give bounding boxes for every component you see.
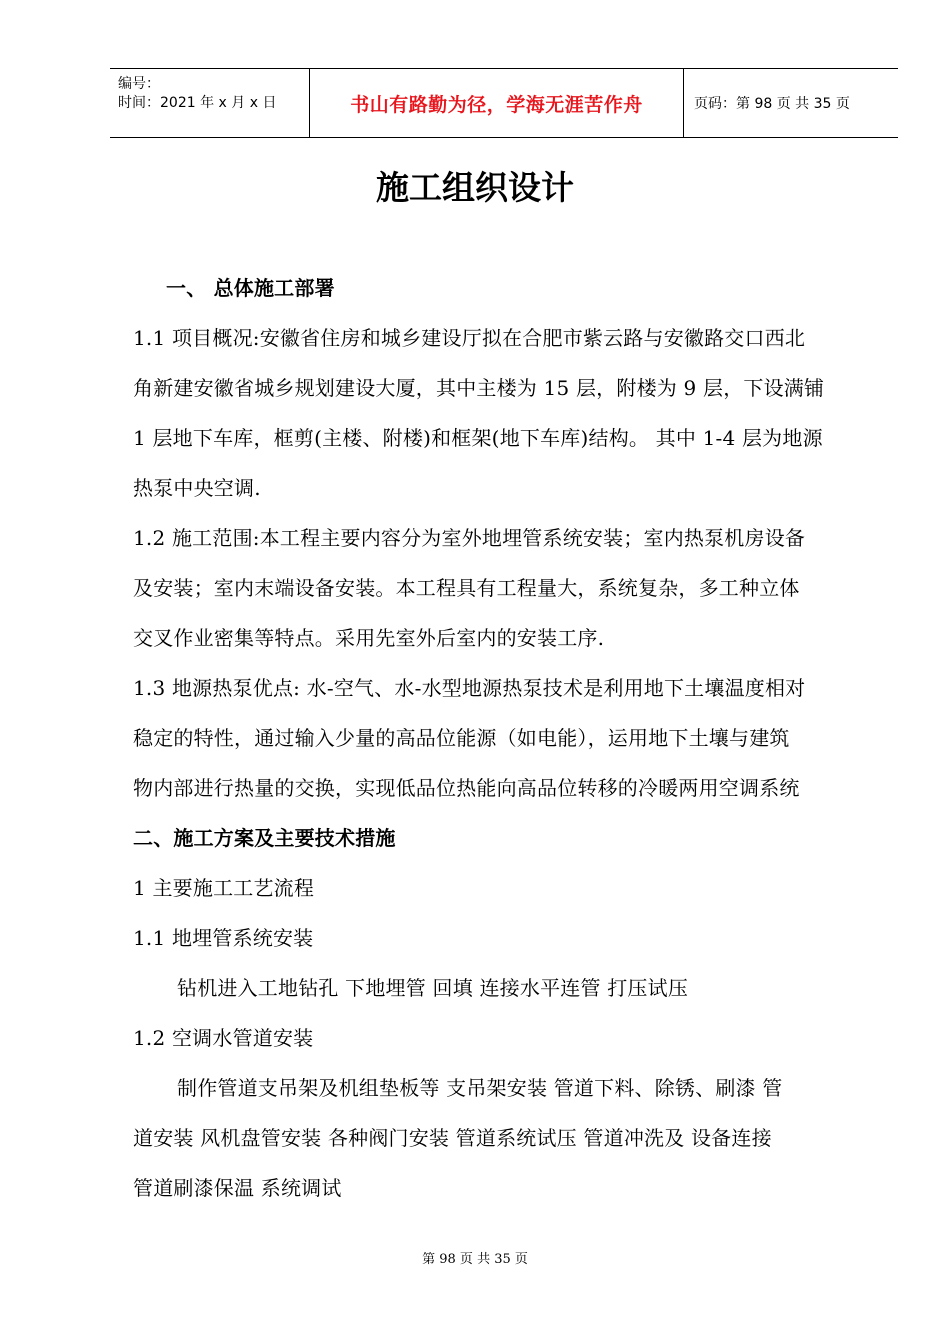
- subsection-heading: 1 主要施工工艺流程: [133, 876, 315, 900]
- document-date-label: 时间：2021 年 x 月 x 日: [118, 95, 277, 111]
- subsection-heading: 1.2 空调水管道安装: [133, 1026, 314, 1050]
- header-motto-cell: [310, 69, 684, 137]
- paragraph-line: 1.2 施工范围:本工程主要内容分为室外地埋管系统安装；室内热泵机房设备: [133, 526, 806, 550]
- paragraph-line: 稳定的特性，通过输入少量的高品位能源（如电能），运用地下土壤与建筑: [133, 726, 790, 750]
- process-flow-line: 道安装 风机盘管安装 各种阀门安装 管道系统试压 管道冲洗及 设备连接: [133, 1126, 772, 1150]
- paragraph-line: 及安装；室内末端设备安装。本工程具有工程量大，系统复杂，多工种立体: [133, 576, 800, 600]
- paragraph-line: 角新建安徽省城乡规划建设大厦，其中主楼为 15 层，附楼为 9 层，下设满铺: [133, 376, 825, 400]
- document-number-label: 编号：: [118, 76, 160, 92]
- header-meta-cell: [110, 69, 310, 137]
- section-heading-2: 二、施工方案及主要技术措施: [133, 826, 396, 850]
- header-page-cell: [684, 69, 898, 137]
- header-page-info: 页码：第 98 页 共 35 页: [694, 96, 850, 112]
- paragraph-line: 物内部进行热量的交换，实现低品位热能向高品位转移的冷暖两用空调系统: [133, 776, 800, 800]
- paragraph-line: 1.1 项目概况:安徽省住房和城乡建设厅拟在合肥市紫云路与安徽路交口西北: [133, 326, 806, 350]
- process-flow-line: 钻机进入工地钻孔 下地埋管 回填 连接水平连管 打压试压: [177, 976, 689, 1000]
- paragraph-line: 交叉作业密集等特点。采用先室外后室内的安装工序.: [133, 626, 605, 650]
- process-flow-line: 制作管道支吊架及机组垫板等 支吊架安装 管道下料、除锈、刷漆 管: [177, 1076, 783, 1100]
- subsection-heading: 1.1 地埋管系统安装: [133, 926, 314, 950]
- document-title: 施工组织设计: [376, 168, 574, 207]
- paragraph-line: 热泵中央空调.: [133, 476, 261, 500]
- page-footer: 第 98 页 共 35 页: [422, 1252, 528, 1267]
- header-motto: 书山有路勤为径，学海无涯苦作舟: [350, 93, 643, 116]
- process-flow-line: 管道刷漆保温 系统调试: [133, 1176, 342, 1200]
- section-heading-1: 一、 总体施工部署: [166, 276, 335, 300]
- paragraph-line: 1.3 地源热泵优点: 水-空气、水-水型地源热泵技术是利用地下土壤温度相对: [133, 676, 806, 700]
- paragraph-line: 1 层地下车库，框剪(主楼、附楼)和框架(地下车库)结构。 其中 1-4 层为地源: [133, 426, 823, 450]
- header-table: [110, 68, 898, 138]
